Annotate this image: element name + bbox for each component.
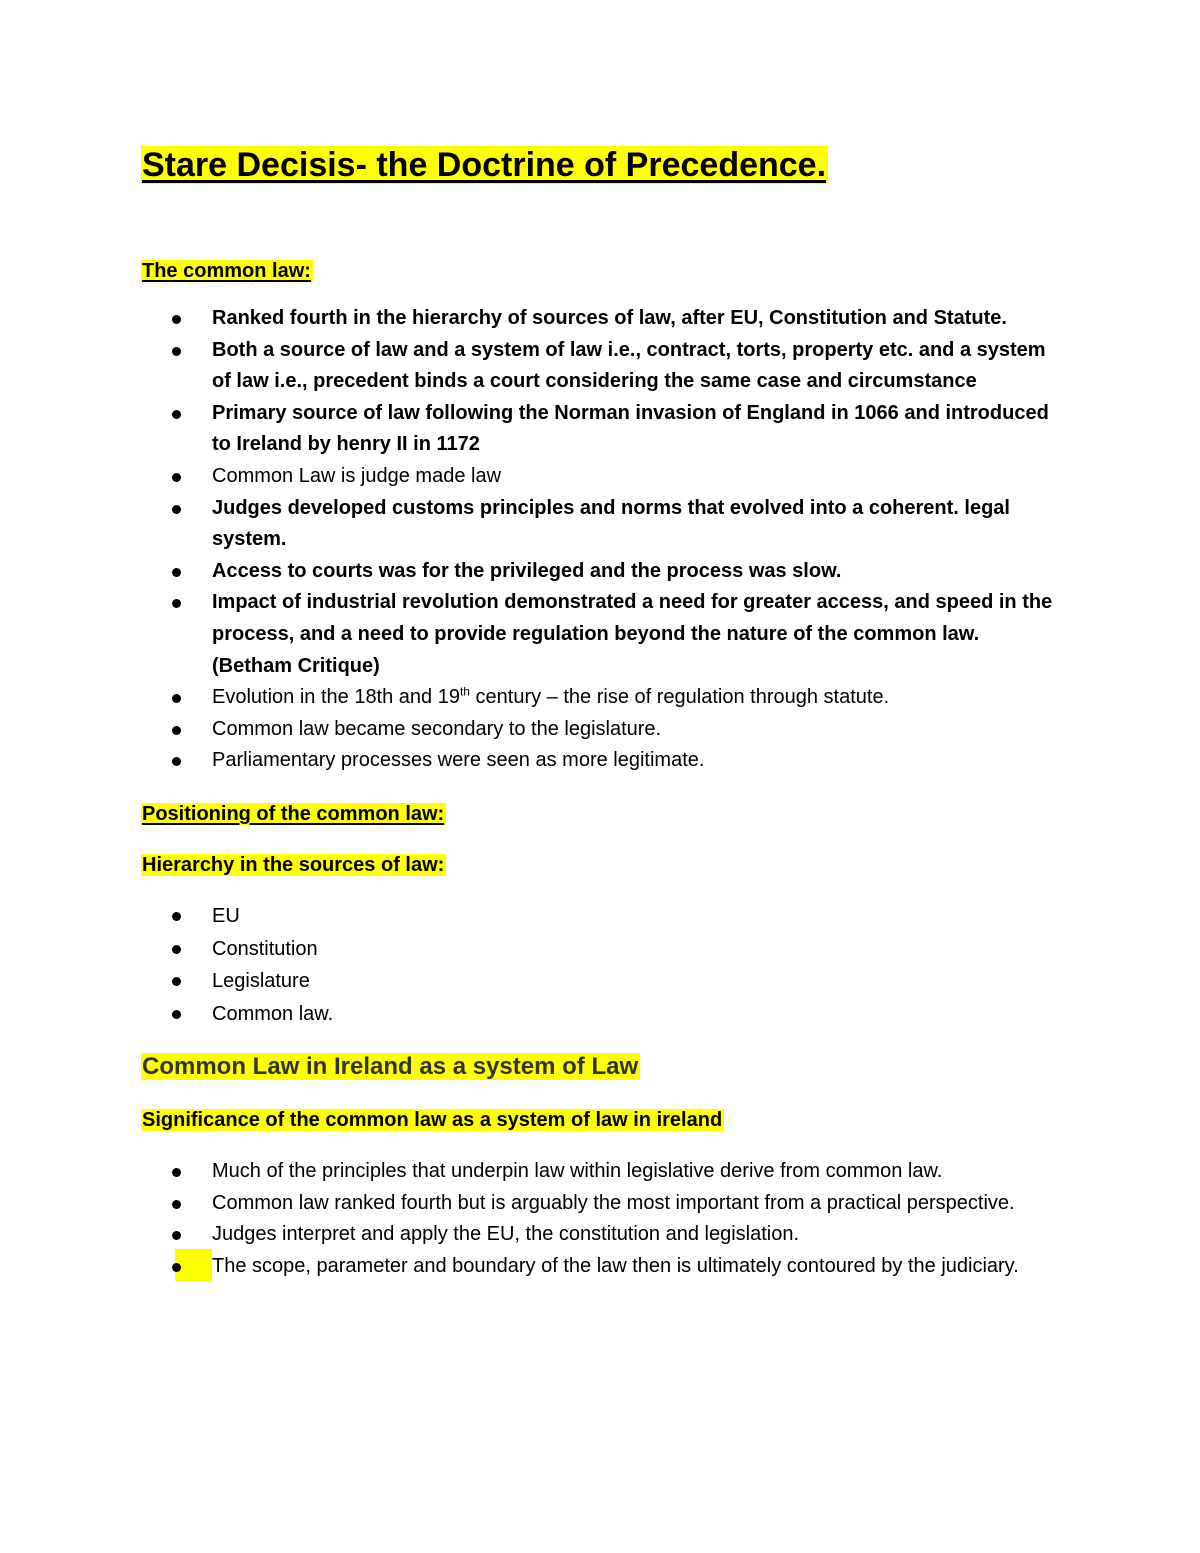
list-item: Common law. (0, 998, 1062, 1031)
list-item: EU (0, 900, 1062, 933)
section-heading-positioning: Positioning of the common law: (142, 803, 445, 825)
list-item: Much of the principles that underpin law within legislative derive from common law. (0, 1156, 1062, 1188)
list-item-highlighted: The scope, parameter and boundary of the law then is ultimately contoured by the judiciary. (0, 1251, 1062, 1283)
bullet-icon (172, 410, 181, 419)
common-law-list (0, 303, 1062, 777)
list-item: Legislature (0, 965, 1062, 998)
section-heading-common-law: The common law: (142, 260, 311, 282)
bullet-icon (172, 347, 181, 356)
bullet-icon (172, 757, 181, 766)
section-heading-ireland: Common Law in Ireland as a system of Law (142, 1053, 639, 1080)
list-item: Access to courts was for the privileged and the process was slow. (0, 556, 1062, 588)
list-item: Parliamentary processes were seen as more legitimate. (0, 745, 1062, 777)
list-item: Common law ranked fourth but is arguably the most important from a practical perspective. (0, 1188, 1062, 1220)
bullet-icon (172, 315, 181, 324)
hierarchy-list (0, 900, 1062, 1030)
bullet-icon (172, 945, 181, 954)
bullet-icon (172, 568, 181, 577)
list-item: Ranked fourth in the hierarchy of sources of law, after EU, Constitution and Statute. (0, 303, 1062, 335)
document-title: Stare Decisis- the Doctrine of Precedence. (142, 146, 827, 184)
bullet-icon (172, 1200, 181, 1209)
list-item: Primary source of law following the Norman invasion of England in 1066 and introduced to Ireland by henry II in 1172 (0, 398, 1062, 461)
bullet-icon (172, 473, 181, 482)
bullet-icon (172, 599, 181, 608)
bullet-icon (172, 977, 181, 986)
bullet-icon (172, 694, 181, 703)
bullet-icon (172, 505, 181, 514)
list-item: Common Law is judge made law (0, 461, 1062, 493)
list-item: Judges interpret and apply the EU, the constitution and legislation. (0, 1219, 1062, 1251)
bullet-icon (172, 1010, 181, 1019)
bullet-icon (172, 1263, 181, 1272)
bullet-icon (172, 912, 181, 921)
list-item: Judges developed customs principles and norms that evolved into a coherent. legal system. (0, 493, 1062, 556)
section-heading-hierarchy: Hierarchy in the sources of law: (142, 854, 445, 876)
bullet-icon (172, 1168, 181, 1177)
list-item: Common law became secondary to the legislature. (0, 714, 1062, 746)
list-item: Both a source of law and a system of law i.e., contract, torts, property etc. and a system of law i.e., precedent binds a court considering the same case and circumstance (0, 335, 1062, 398)
section-heading-significance: Significance of the common law as a system of law in ireland (142, 1109, 723, 1131)
significance-list (0, 1156, 1062, 1282)
list-item-evolution: Evolution in the 18th and 19th century – the rise of regulation through statute. (0, 682, 1062, 714)
bullet-icon (172, 726, 181, 735)
list-item: Constitution (0, 933, 1062, 966)
bullet-icon (172, 1231, 181, 1240)
list-item: Impact of industrial revolution demonstrated a need for greater access, and speed in the process, and a need to provide regulation beyond the nature of the common law. (Betham Critique) (0, 587, 1062, 682)
